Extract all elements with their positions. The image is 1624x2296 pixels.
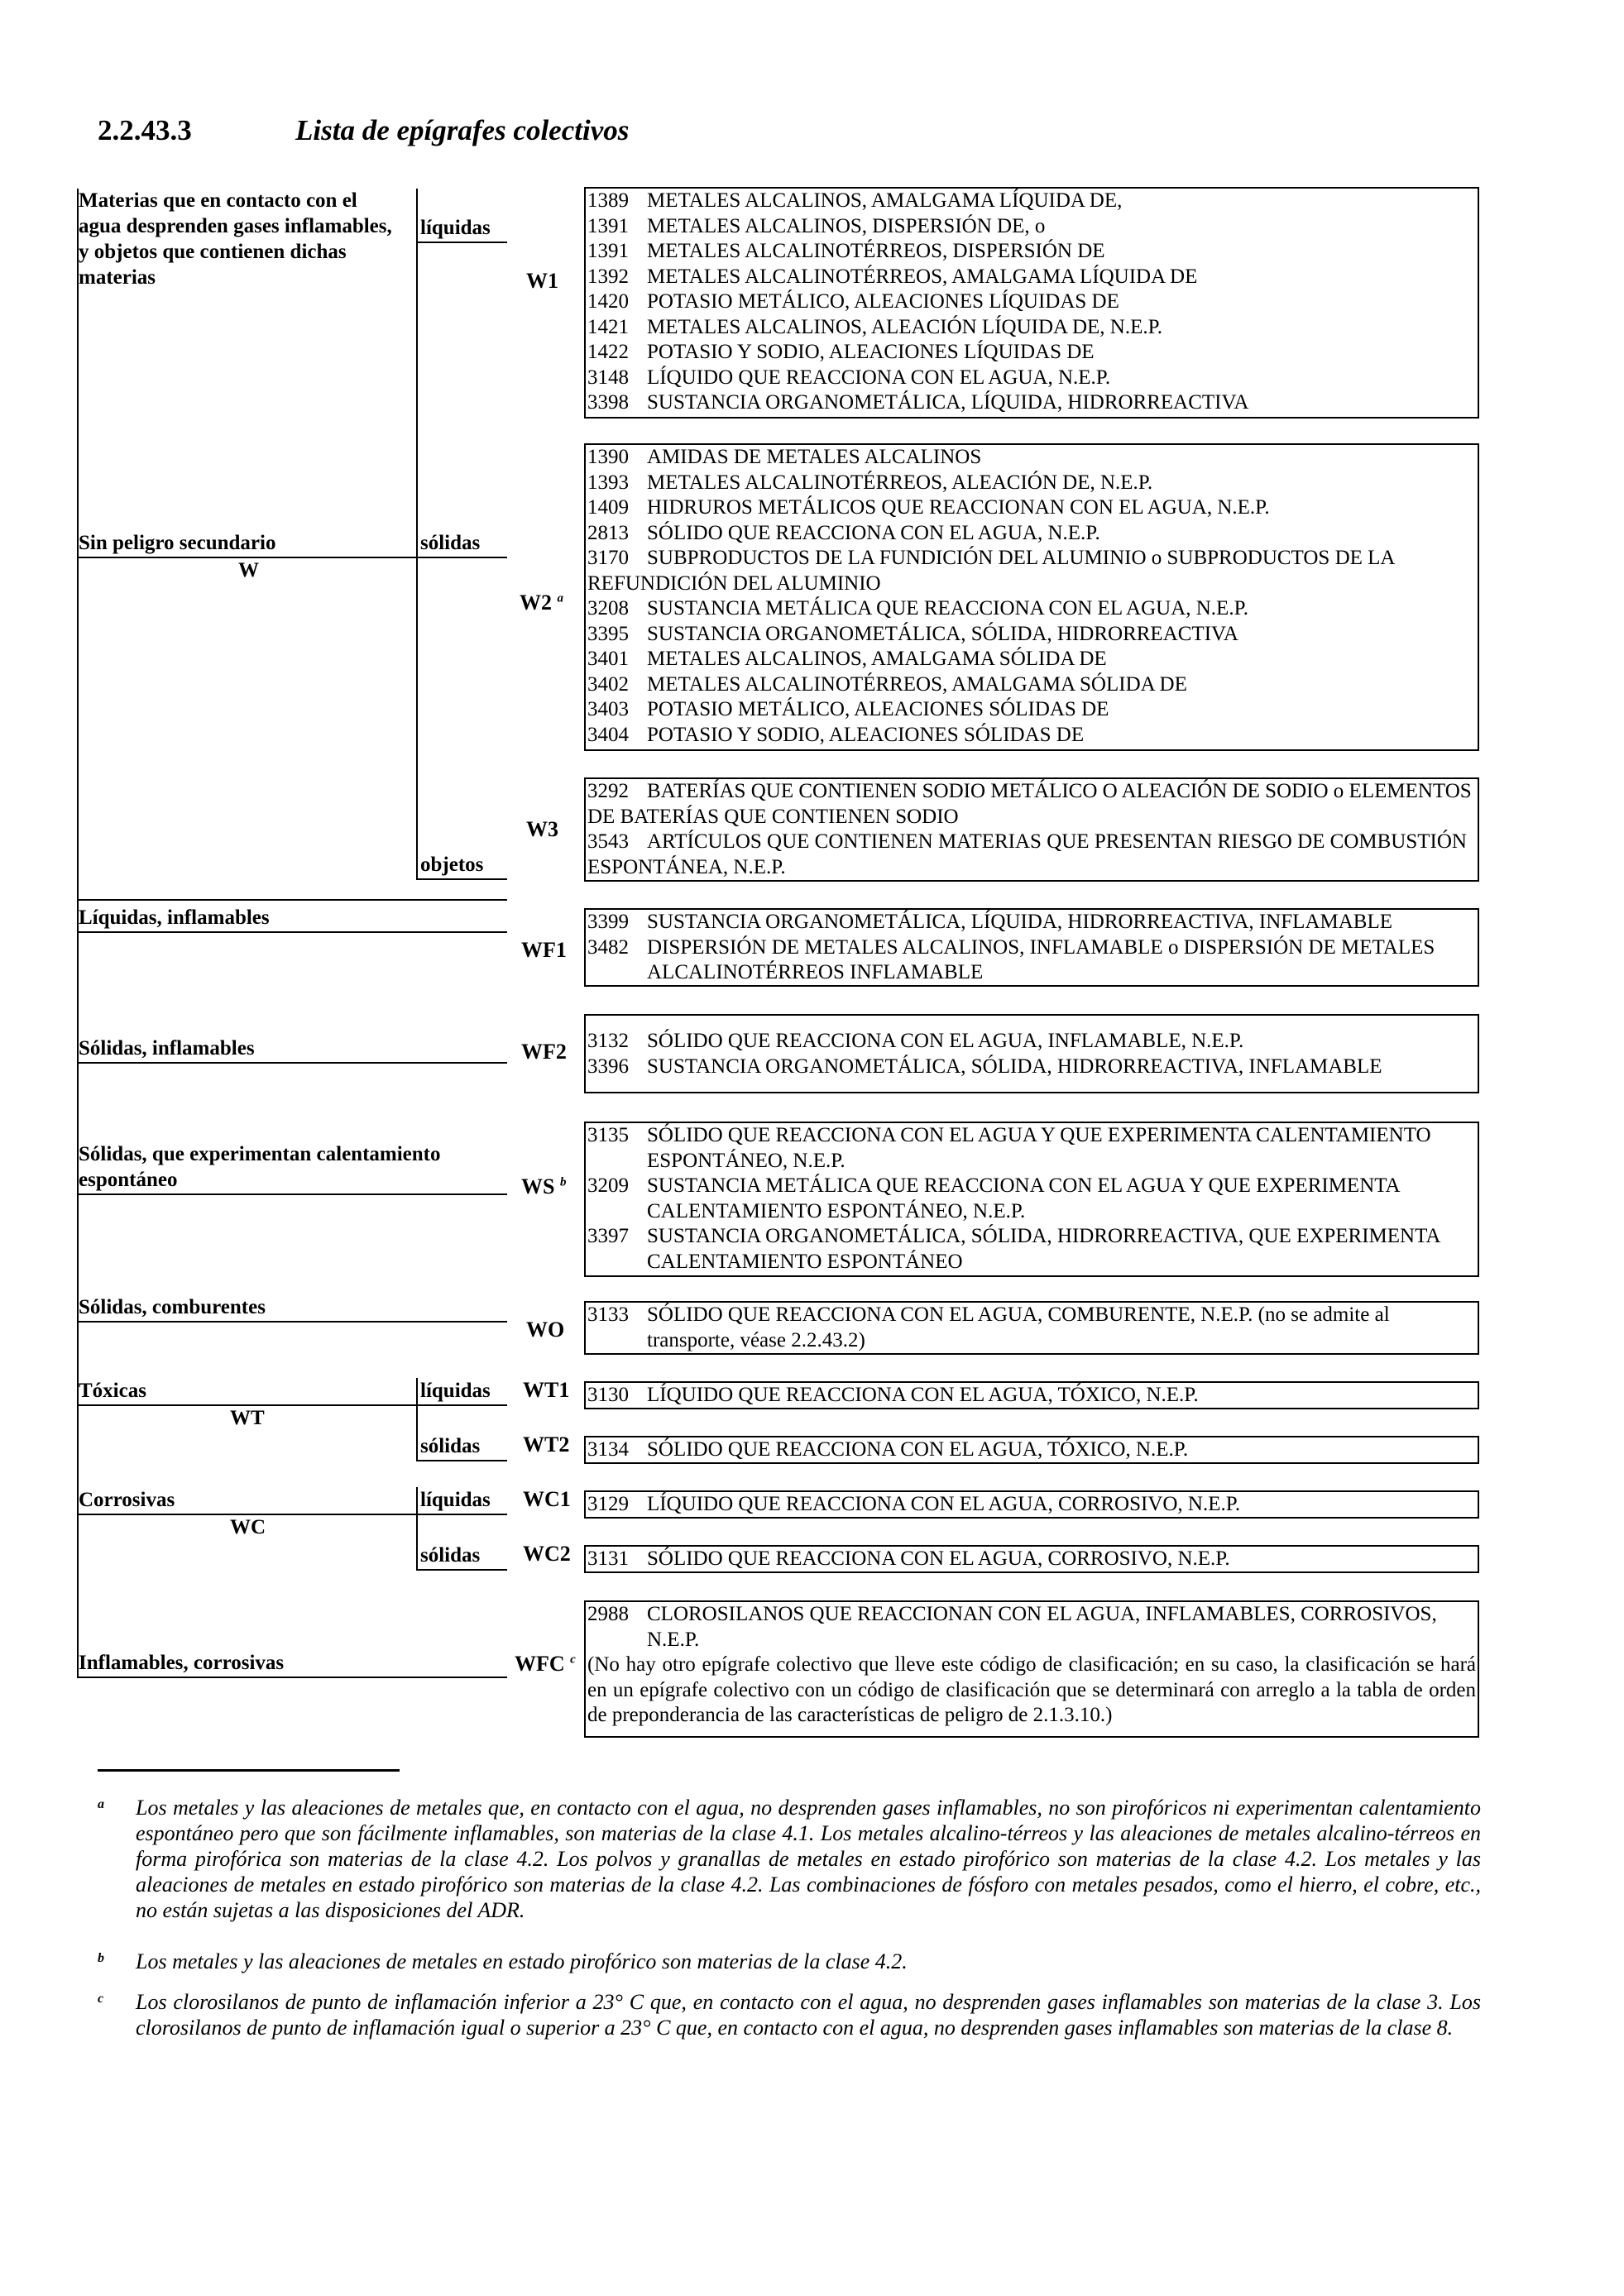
label-inflamables-corrosivas: Inflamables, corrosivas: [79, 1652, 285, 1674]
entry-name: METALES ALCALINOTÉRREOS, AMALGAMA SÓLIDA DE: [647, 672, 1187, 696]
entry-name: LÍQUIDO QUE REACCIONA CON EL AGUA, N.E.P.: [647, 366, 1111, 389]
un-number: 3133: [587, 1303, 629, 1326]
entry-row: [586, 366, 1478, 391]
sub-objetos: objetos: [420, 854, 484, 876]
entry-row: [586, 1547, 1478, 1572]
entries-wc2: [584, 1545, 1479, 1573]
un-number: 2988: [587, 1603, 629, 1625]
entries-w2: [584, 443, 1479, 751]
entry-name: SUSTANCIA ORGANOMETÁLICA, SÓLIDA, HIDRORREACTIVA, QUE EXPERIMENTA CALENTAMIENTO ESPONTÁNEO: [647, 1225, 1440, 1273]
entry-row: [586, 647, 1478, 672]
un-number: 1409: [587, 496, 629, 519]
entry-row: [586, 779, 1478, 830]
footnote-a: [98, 1795, 1481, 1923]
un-number: 3208: [587, 597, 629, 619]
un-number: 1390: [587, 446, 629, 468]
rule: [77, 1321, 507, 1323]
label-line: espontáneo: [79, 1169, 178, 1191]
rule: [416, 1460, 507, 1461]
un-number: 1393: [587, 471, 629, 494]
entry-name: SÓLIDO QUE REACCIONA CON EL AGUA, TÓXICO, N.E.P.: [647, 1438, 1189, 1461]
sub-solidas-wt: sólidas: [420, 1435, 481, 1457]
entries-wt1: [584, 1381, 1479, 1409]
entry-name: AMIDAS DE METALES ALCALINOS: [647, 446, 982, 468]
entry-row: [586, 910, 1478, 935]
entry-name: HIDRUROS METÁLICOS QUE REACCIONAN CON EL AGUA, N.E.P.: [647, 496, 1270, 519]
label-materias-line: materias: [79, 266, 156, 289]
entry-name: SÓLIDO QUE REACCIONA CON EL AGUA Y QUE EXPERIMENTA CALENTAMIENTO ESPONTÁNEO, N.E.P.: [647, 1124, 1431, 1172]
entry-row: [586, 1123, 1478, 1174]
entry-name: METALES ALCALINOS, DISPERSIÓN DE, o: [647, 214, 1046, 237]
wfc-note: (No hay otro epígrafe colectivo que lleve este código de clasificación; en su caso, la clasificación se hará en un epígrafe colectivo con un código de clasificación que se determinará con arreglo a la tabla de orden de preponderancia de las características de peligro de 2.1.3.10.): [587, 1653, 1476, 1726]
entry-row: [586, 1602, 1478, 1653]
code-w2: [520, 591, 563, 615]
entry-row: [586, 1437, 1478, 1463]
code-w1: W1: [526, 269, 558, 293]
un-number: 3129: [587, 1493, 629, 1515]
entry-row: [586, 239, 1478, 265]
entry-row: [586, 315, 1478, 341]
un-number: 3401: [587, 648, 629, 670]
un-number: 3134: [587, 1438, 629, 1461]
code-wc1: WC1: [523, 1487, 571, 1511]
code-ws: [521, 1174, 566, 1199]
entry-row: [586, 1029, 1478, 1055]
entry-row: [586, 1174, 1478, 1224]
entry-name: ARTÍCULOS QUE CONTIENEN MATERIAS QUE PRESENTAN RIESGO DE COMBUSTIÓN ESPONTÁNEA, N.E.P.: [587, 830, 1467, 878]
code-wt1: WT1: [523, 1378, 570, 1402]
entries-wc1: [584, 1490, 1479, 1519]
rule: [77, 1193, 507, 1195]
footnote-b: [98, 1949, 1481, 1974]
rule: [416, 1514, 507, 1515]
entry-row: [586, 521, 1478, 547]
sub-bracket-line: [416, 1378, 418, 1461]
rule: [416, 242, 507, 243]
un-number: 3132: [587, 1030, 629, 1052]
entry-row: [586, 471, 1478, 496]
code-wc2: WC2: [523, 1542, 571, 1566]
code-text: WFC: [515, 1652, 565, 1676]
un-number: 1422: [587, 341, 629, 363]
entries-w1: [584, 187, 1479, 419]
un-number: 1392: [587, 265, 629, 288]
entries-wt2: [584, 1436, 1479, 1464]
entries-w3: [584, 777, 1479, 882]
entry-row: [586, 622, 1478, 648]
entry-name: METALES ALCALINOS, AMALGAMA LÍQUIDA DE,: [647, 189, 1123, 212]
footnote-text: Los metales y las aleaciones de metales que, en contacto con el agua, no desprenden gases inflamables, no son pirofóricos ni experimentan calentamiento espontáneo pero que son fácilmente inflamables, son materias de la clase 4.1. Los metales alcalino-térreos y las aleaciones de metales alcalino-térreos en forma pirofórica son materias de la clase 4.2. Los polvos y granallas de metales en estado pirofórico son materias de la clase 4.2. Los metales y las aleaciones de metales en estado pirofórico son materias de la clase 4.2. Las combinaciones de fósforo con metales pesados, como el hierro, el cobre, etc., no están sujetas a las disposiciones del ADR.: [136, 1796, 1481, 1922]
label-w: W: [238, 559, 259, 581]
entry-name: SUSTANCIA ORGANOMETÁLICA, LÍQUIDA, HIDRORREACTIVA, INFLAMABLE: [647, 911, 1393, 933]
entry-name: SUSTANCIA METÁLICA QUE REACCIONA CON EL AGUA, N.E.P.: [647, 597, 1248, 619]
footnote-text: Los metales y las aleaciones de metales en estado pirofórico son materias de la clase 4.2.: [136, 1949, 908, 1973]
code-text: WS: [521, 1174, 555, 1198]
footnote-rule: [98, 1769, 400, 1772]
entry-name: DISPERSIÓN DE METALES ALCALINOS, INFLAMABLE o DISPERSIÓN DE METALES ALCALINOTÉRREOS INFLAMABLE: [647, 935, 1435, 983]
sub-bracket-line: [416, 189, 418, 878]
un-number: 3135: [587, 1124, 629, 1146]
un-number: 3398: [587, 391, 629, 414]
un-number: 2813: [587, 521, 629, 544]
rule: [416, 1404, 507, 1406]
un-number: 1391: [587, 214, 629, 237]
entry-name: POTASIO METÁLICO, ALEACIONES SÓLIDAS DE: [647, 698, 1109, 720]
un-number: 3170: [587, 547, 629, 569]
entry-row: [586, 390, 1478, 416]
un-number: 3131: [587, 1547, 629, 1570]
entry-name: SUSTANCIA ORGANOMETÁLICA, SÓLIDA, HIDRORREACTIVA: [647, 622, 1238, 645]
footnote-c: [98, 1989, 1481, 2040]
entry-row: [586, 830, 1478, 880]
un-number: 3209: [587, 1174, 629, 1197]
un-number: 1420: [587, 290, 629, 313]
rule: [77, 899, 507, 901]
sub-solidas: sólidas: [420, 532, 481, 554]
entry-name: LÍQUIDO QUE REACCIONA CON EL AGUA, CORROSIVO, N.E.P.: [647, 1493, 1241, 1515]
section-number: 2.2.43.3: [98, 114, 192, 146]
entry-row: [586, 935, 1478, 986]
entry-name: LÍQUIDO QUE REACCIONA CON EL AGUA, TÓXICO, N.E.P.: [647, 1384, 1199, 1406]
entry-name: SUSTANCIA METÁLICA QUE REACCIONA CON EL AGUA Y QUE EXPERIMENTA CALENTAMIENTO ESPONTÁNEO, N.E.P.: [647, 1174, 1400, 1222]
rule: [416, 557, 507, 558]
sub-bracket-line: [416, 1487, 418, 1570]
footnote-text: Los clorosilanos de punto de inflamación inferior a 23° C que, en contacto con el agua, no desprenden gases inflamables son materias de la clase 3. Los clorosilanos de punto de inflamación igual o superior a 23° C que, en contacto con el agua, no desprenden gases inflamables son materias de la clase 8.: [136, 1990, 1481, 2040]
label-materias-line: y objetos que contienen dichas: [79, 241, 347, 263]
entry-row: [586, 214, 1478, 240]
entry-row: [586, 1383, 1478, 1409]
label-materias-line: agua desprenden gases inflamables,: [79, 215, 392, 237]
entry-name: METALES ALCALINOS, ALEACIÓN LÍQUIDA DE, N.E.P.: [647, 315, 1162, 338]
entry-row: [586, 289, 1478, 315]
label-solidas-comburentes: Sólidas, comburentes: [79, 1296, 266, 1318]
entry-row: [586, 1055, 1478, 1080]
entries-wf1: [584, 908, 1479, 987]
entry-name: POTASIO Y SODIO, ALEACIONES SÓLIDAS DE: [647, 723, 1085, 746]
sub-liquidas-wc: líquidas: [420, 1489, 491, 1511]
note-mark: b: [559, 1175, 567, 1189]
code-text: W2: [520, 591, 552, 615]
entries-wf2: [584, 1014, 1479, 1093]
entry-name: CLOROSILANOS QUE REACCIONAN CON EL AGUA, INFLAMABLES, CORROSIVOS, N.E.P.: [647, 1603, 1437, 1651]
entry-row: [586, 672, 1478, 698]
rule: [77, 931, 507, 933]
code-w3: W3: [526, 817, 558, 841]
un-number: 1389: [587, 189, 629, 212]
code-wfc: [515, 1652, 576, 1677]
label-liquidas-inflamables: Líquidas, inflamables: [79, 906, 270, 929]
entry-name: METALES ALCALINOTÉRREOS, AMALGAMA LÍQUIDA DE: [647, 265, 1198, 288]
entry-name: METALES ALCALINOTÉRREOS, ALEACIÓN DE, N.E.P.: [647, 471, 1153, 494]
un-number: 3148: [587, 366, 629, 389]
entry-name: POTASIO Y SODIO, ALEACIONES LÍQUIDAS DE: [647, 341, 1095, 363]
label-materias-line: Materias que en contacto con el: [79, 189, 357, 212]
label-solidas-inflamables: Sólidas, inflamables: [79, 1037, 255, 1060]
entry-row: [586, 445, 1478, 471]
rule: [77, 1677, 507, 1678]
entry-row: [586, 495, 1478, 521]
sub-liquidas-wt: líquidas: [420, 1380, 491, 1402]
entries-ws: [584, 1122, 1479, 1277]
entry-row: [586, 1224, 1478, 1275]
entry-row: [586, 546, 1478, 596]
entry-name: METALES ALCALINOS, AMALGAMA SÓLIDA DE: [647, 648, 1107, 670]
label-materias: [79, 188, 392, 290]
rule: [77, 1062, 507, 1064]
code-wf2: WF2: [521, 1040, 567, 1064]
entry-row: [586, 1303, 1478, 1353]
entry-name: METALES ALCALINOTÉRREOS, DISPERSIÓN DE: [647, 240, 1105, 262]
entries-wo: [584, 1301, 1479, 1355]
entries-wfc: [584, 1600, 1479, 1738]
rule: [416, 878, 507, 880]
section-title: Lista de epígrafes colectivos: [295, 114, 630, 146]
entry-row: [586, 189, 1478, 214]
un-number: 3404: [587, 723, 629, 746]
entry-name: SÓLIDO QUE REACCIONA CON EL AGUA, COMBURENTE, N.E.P. (no se admite al transporte, véase 2.2.43.2): [647, 1303, 1390, 1351]
rule: [416, 1569, 507, 1571]
entry-row: [586, 340, 1478, 366]
entry-row: [586, 265, 1478, 290]
un-number: 1391: [587, 240, 629, 262]
un-number: 3292: [587, 780, 629, 802]
un-number: 3397: [587, 1225, 629, 1247]
entry-row: [586, 723, 1478, 749]
note-mark: a: [557, 591, 563, 605]
un-number: 3395: [587, 622, 629, 645]
sub-liquidas: líquidas: [420, 217, 491, 239]
footnote-mark: c: [98, 1992, 104, 2006]
label-toxicas: Tóxicas: [79, 1380, 146, 1402]
un-number: 3403: [587, 698, 629, 720]
entry-name: POTASIO METÁLICO, ALEACIONES LÍQUIDAS DE: [647, 290, 1119, 313]
entry-row: [586, 697, 1478, 723]
un-number: 3402: [587, 672, 629, 696]
footnote-mark: b: [98, 1951, 104, 1965]
entry-name: BATERÍAS QUE CONTIENEN SODIO METÁLICO O ALEACIÓN DE SODIO o ELEMENTOS DE BATERÍAS QUE CONTIENEN SODIO: [587, 780, 1472, 828]
label-sin-peligro: Sin peligro secundario: [79, 532, 276, 554]
note-mark: c: [570, 1653, 576, 1667]
label-corrosivas: Corrosivas: [79, 1489, 175, 1511]
label-wt: WT: [230, 1407, 265, 1429]
label-line: Sólidas, que experimentan calentamiento: [79, 1143, 441, 1165]
left-bracket-line: [77, 189, 79, 1677]
entry-name: SÓLIDO QUE REACCIONA CON EL AGUA, INFLAMABLE, N.E.P.: [647, 1030, 1244, 1052]
entry-name: SUSTANCIA ORGANOMETÁLICA, LÍQUIDA, HIDRORREACTIVA: [647, 391, 1249, 414]
entry-name: SUBPRODUCTOS DE LA FUNDICIÓN DEL ALUMINIO o SUBPRODUCTOS DE LA REFUNDICIÓN DEL ALUMINIO: [587, 547, 1395, 595]
un-number: 3130: [587, 1384, 629, 1406]
entry-name: SÓLIDO QUE REACCIONA CON EL AGUA, CORROSIVO, N.E.P.: [647, 1547, 1230, 1570]
un-number: 3482: [587, 935, 629, 959]
entry-name: SÓLIDO QUE REACCIONA CON EL AGUA, N.E.P.: [647, 521, 1100, 544]
code-wo: WO: [526, 1318, 565, 1342]
sub-solidas-wc: sólidas: [420, 1544, 481, 1567]
un-number: 3396: [587, 1055, 629, 1078]
label-solidas-calentamiento: [79, 1141, 441, 1193]
entry-row: [586, 596, 1478, 622]
entry-name: SUSTANCIA ORGANOMETÁLICA, SÓLIDA, HIDRORREACTIVA, INFLAMABLE: [647, 1055, 1382, 1078]
label-wc: WC: [230, 1516, 266, 1538]
un-number: 1421: [587, 315, 629, 338]
code-wf1: WF1: [521, 938, 567, 962]
code-wt2: WT2: [523, 1433, 570, 1457]
un-number: 3399: [587, 911, 629, 933]
un-number: 3543: [587, 830, 629, 853]
footnote-mark: a: [98, 1797, 104, 1811]
entry-row: [586, 1492, 1478, 1518]
